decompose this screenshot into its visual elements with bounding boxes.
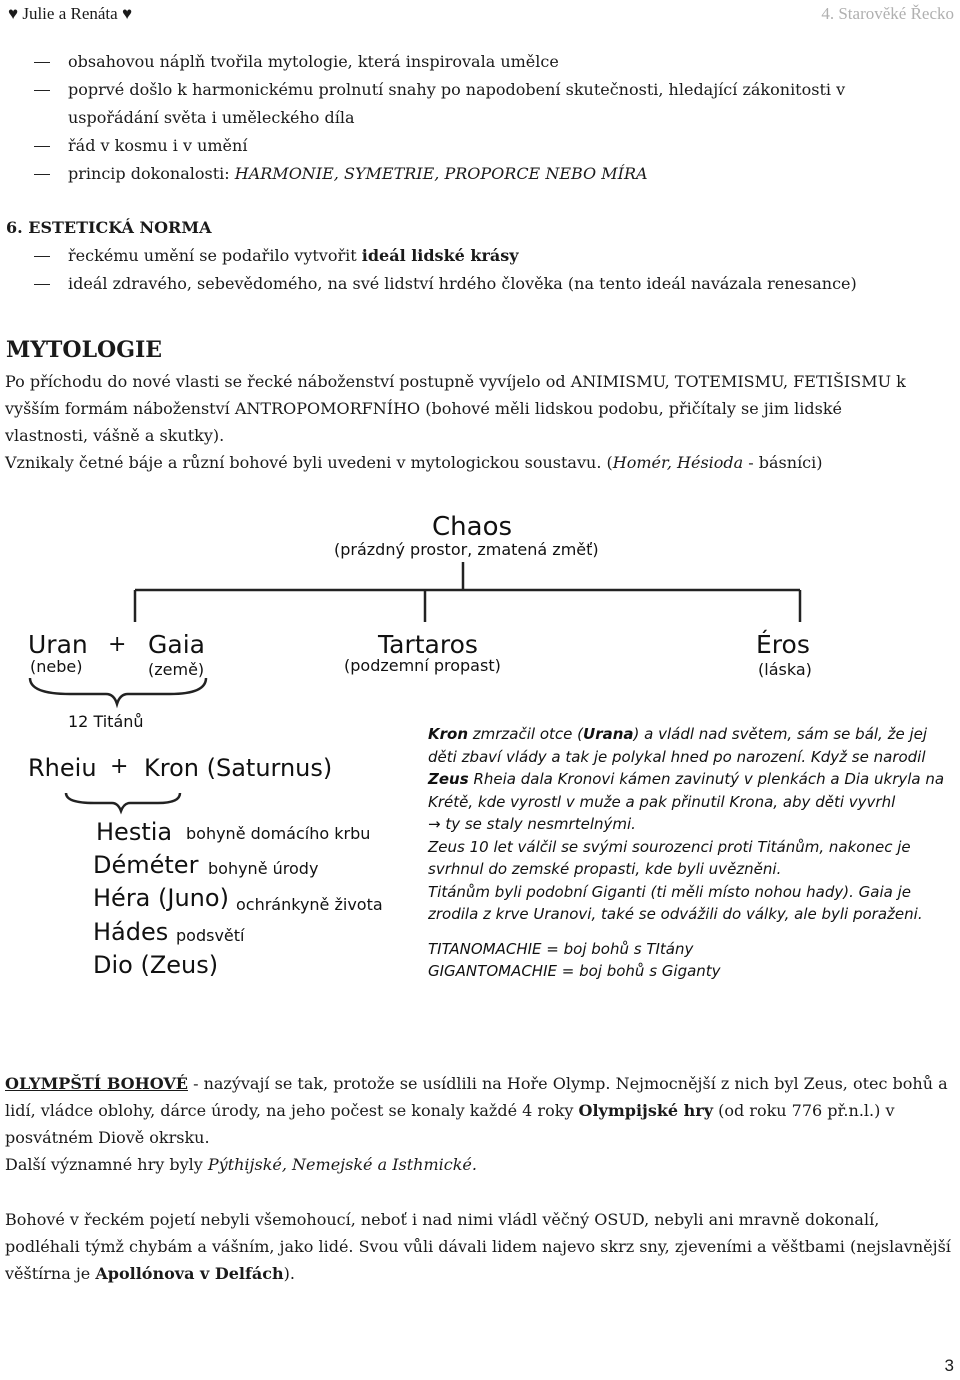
paragraph-line: vyšším formám náboženství ANTROPOMORFNÍHO (bohové měli lidskou podobu, přičítaly se jim lidské bbox=[5, 399, 842, 418]
paragraph-text: - nazývají se tak, protože se usídlili na Hoře Olymp. Nejmocnější z nich byl Zeus, otec bohů a lidí, vládce oblohy, dárce úrody, na jeho počest se konaly každé 4 roky bbox=[5, 1074, 948, 1120]
paragraph-text: ). bbox=[283, 1264, 295, 1283]
node-gaia-desc: (země) bbox=[148, 660, 205, 679]
list-item bbox=[0, 160, 960, 188]
paragraph-text: (od roku 776 př.n.l.) v posvátném Diově okrsku. bbox=[5, 1101, 895, 1147]
note-text: zmrzačil otce ( bbox=[468, 725, 584, 743]
intro-list bbox=[0, 48, 960, 188]
paragraph-text: Další významné hry byly bbox=[5, 1155, 208, 1174]
kron-note bbox=[428, 723, 948, 983]
paragraph-line: Po příchodu do nové vlasti se řecké náboženství postupně vyvíjelo od ANIMISMU, TOTEMISMU, FETIŠISMU k bbox=[5, 372, 906, 391]
child-desc-hades: podsvětí bbox=[176, 926, 245, 945]
list-item bbox=[0, 76, 960, 104]
list-item bbox=[0, 132, 960, 160]
note-text: → ty se staly nesmrtelnými. bbox=[428, 815, 636, 833]
paragraph-bold: Olympijské hry bbox=[578, 1101, 714, 1120]
node-chaos-desc: (prázdný prostor, zmatená změť) bbox=[334, 540, 599, 559]
list-item-text: princip dokonalosti: bbox=[68, 164, 235, 183]
node-eros: Éros bbox=[756, 630, 810, 659]
child-desc-demeter: bohyně úrody bbox=[208, 859, 319, 878]
child-name-hestia: Hestia bbox=[96, 818, 173, 846]
child-desc-hestia: bohyně domácího krbu bbox=[186, 824, 371, 843]
list-item-bold: ideál lidské krásy bbox=[361, 246, 519, 265]
paragraph-italic: Homér, Hésioda bbox=[612, 453, 744, 472]
paragraph-italic: Pýthijské, Nemejské a Isthmické. bbox=[207, 1155, 477, 1174]
paragraph-line bbox=[5, 1151, 951, 1178]
note-text: Rheia dala Kronovi kámen zavinutý v plenkách a Dia ukryla na Krétě, kde vyrostl v muže a pak přinutil Krona, aby děti vyvrhl bbox=[428, 770, 945, 811]
node-tartaros: Tartaros bbox=[378, 630, 478, 659]
note-bold: Zeus bbox=[428, 770, 469, 788]
note-text: Zeus 10 let válčil se svými sourozenci proti Titánům, nakonec je svrhnul do zemské propasti, kde byli uvězněni. bbox=[428, 837, 911, 878]
note-text: GIGANTOMACHIE = boj bohů s Giganty bbox=[428, 962, 721, 980]
paragraph-block bbox=[5, 1070, 951, 1151]
child-name-demeter: Déméter bbox=[93, 851, 199, 879]
list-item bbox=[0, 270, 960, 298]
list-item-text: poprvé došlo k harmonickému prolnutí snahy po napodobení skutečnosti, hledající zákonitosti v bbox=[68, 80, 846, 99]
brace bbox=[30, 678, 206, 704]
olymp-paragraph bbox=[5, 1070, 951, 1178]
node-tartaros-desc: (podzemní propast) bbox=[344, 656, 501, 675]
list-item-text: uspořádání světa i uměleckého díla bbox=[68, 108, 355, 127]
brace bbox=[66, 793, 180, 811]
page-number: 3 bbox=[944, 1356, 954, 1375]
child-desc-hera: ochránkyně života bbox=[236, 895, 383, 914]
header-title-right: 4. Starověké Řecko bbox=[821, 4, 954, 23]
paragraph-bold: OLYMPŠTÍ BOHOVÉ bbox=[5, 1074, 188, 1093]
node-gaia: Gaia bbox=[148, 630, 205, 659]
heading-mytologie: MYTOLOGIE bbox=[6, 337, 163, 363]
node-titans: 12 Titánů bbox=[68, 712, 144, 731]
note-text: Titánům byli podobní Giganti (ti měli místo nohou hady). Gaia je zrodila z krve Uranovi, také se odvážili do války, ale byli poraženi. bbox=[428, 882, 923, 923]
node-uran-desc: (nebe) bbox=[30, 657, 83, 676]
list-item-text: obsahovou náplň tvořila mytologie, která inspirovala umělce bbox=[68, 52, 559, 71]
list-item-italic: HARMONIE, SYMETRIE, PROPORCE NEBO MÍRA bbox=[234, 164, 648, 183]
section-title-estetika: 6. ESTETICKÁ NORMA bbox=[6, 218, 212, 237]
node-chaos: Chaos bbox=[432, 512, 513, 542]
child-name-hades: Hádes bbox=[93, 918, 169, 946]
paragraph-bold: Apollónova v Delfách bbox=[95, 1264, 284, 1283]
node-uran: Uran bbox=[28, 630, 88, 659]
bohove-paragraph bbox=[5, 1206, 951, 1287]
child-name-hera: Héra (Juno) bbox=[93, 884, 229, 912]
mytologie-paragraph bbox=[5, 368, 951, 476]
node-kron: Kron (Saturnus) bbox=[144, 754, 333, 782]
list-item bbox=[0, 48, 960, 76]
note-text: ) a vládl nad světem, sám se bál, že jej děti zbaví vlády a tak je polykal hned po narození. Když se narodil bbox=[428, 725, 928, 766]
note-spacer bbox=[428, 926, 948, 938]
paragraph-line bbox=[5, 449, 951, 476]
list-item-text: řeckému umění se podařilo vytvořit bbox=[68, 246, 362, 265]
paragraph-text: Vznikaly četné báje a různí bohové byli uvedeni v mytologickou soustavu. ( bbox=[5, 453, 613, 472]
header-title-left: ♥ Julie a Renáta ♥ bbox=[8, 4, 133, 23]
list-item-text: řád v kosmu i v umění bbox=[68, 136, 248, 155]
list-item-continuation bbox=[0, 104, 960, 132]
note-text: TITANOMACHIE = boj bohů s TItány bbox=[428, 939, 694, 958]
note-bold: Kron bbox=[428, 725, 469, 743]
list-item bbox=[0, 242, 960, 270]
note-bold: Urana bbox=[583, 725, 634, 743]
node-rheiu: Rheiu bbox=[28, 754, 97, 782]
estetika-list bbox=[0, 242, 960, 298]
plus-sign: + bbox=[108, 632, 127, 657]
list-item-text: ideál zdravého, sebevědomého, na své lidství hrdého člověka (na tento ideál navázala renesance) bbox=[68, 274, 857, 293]
paragraph-line: vlastnosti, vášně a skutky). bbox=[5, 426, 225, 445]
node-eros-desc: (láska) bbox=[758, 660, 812, 679]
paragraph-text: Bohové v řeckém pojetí nebyli všemohoucí, neboť i nad nimi vládl věčný OSUD, nebyli ani mravně dokonalí, podléhali týmž chybám a vášním, jako lidé. Svou vůli dávali lidem najevo skrz sny, zjeveními a věštbami (nejslavnější věštírna je bbox=[5, 1210, 951, 1283]
child-name-dio: Dio (Zeus) bbox=[93, 951, 219, 979]
paragraph-text: - básníci) bbox=[743, 453, 823, 472]
plus-sign: + bbox=[110, 754, 129, 779]
